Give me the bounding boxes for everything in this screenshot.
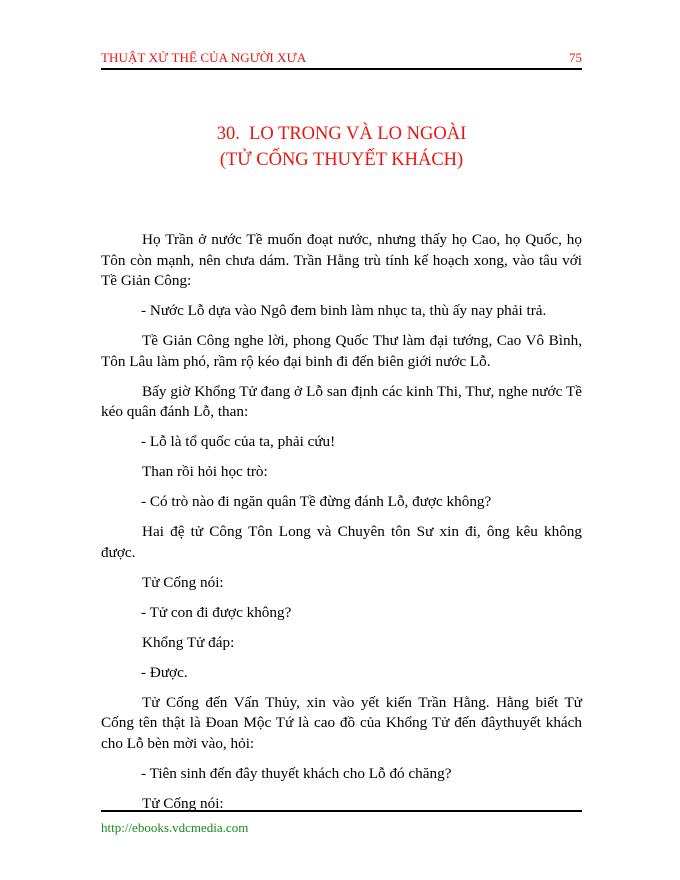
paragraph: Tử Cống nói: xyxy=(142,794,224,812)
paragraph: - Tiên sinh đến đây thuyết khách cho Lỗ đó chăng? xyxy=(141,764,452,782)
paragraph: - Được. xyxy=(141,663,188,681)
footer-divider xyxy=(101,810,582,812)
paragraph: - Nước Lỗ dựa vào Ngô đem binh làm nhục ta, thù ấy nay phải trả. xyxy=(141,302,547,319)
paragraph: - Tử con đi được không? xyxy=(141,603,292,621)
footer-link[interactable]: http://ebooks.vdcmedia.com xyxy=(101,820,249,835)
page-number: 75 xyxy=(569,50,582,65)
paragraph: Khổng Tử đáp: xyxy=(142,633,235,651)
paragraph: Tử Cống đến Vấn Thủy, xin vào yết kiến Trần Hằng. Hằng biết Tử Cống tên thật là Đoan Mộc Tứ là cao đồ của Khổng Tử đến đâythuyết khách cho Lỗ bèn mời vào, hỏi: xyxy=(101,693,582,752)
page-header xyxy=(101,50,582,70)
paragraph: Tề Giản Công nghe lời, phong Quốc Thư làm đại tướng, Cao Vô Bình, Tôn Lâu làm phó, rầm rộ kéo đại binh đi đến biên giới nước Lỗ. xyxy=(101,332,582,370)
chapter-title-line-2: (TỬ CỐNG THUYẾT KHÁCH) xyxy=(219,150,464,170)
paragraph: - Có trò nào đi ngăn quân Tề đừng đánh Lỗ, được không? xyxy=(141,493,492,510)
chapter-title-line-1: 30. LO TRONG VÀ LO NGOÀI xyxy=(216,124,467,144)
book-title: THUẬT XỬ THẾ CỦA NGƯỜI XƯA xyxy=(101,50,307,65)
paragraph: Bấy giờ Khổng Tử đang ở Lỗ san định các kinh Thi, Thư, nghe nước Tề kéo quân đánh Lỗ, than: xyxy=(101,382,582,420)
chapter-body xyxy=(101,230,582,824)
chapter-title xyxy=(101,121,582,173)
paragraph: Hai đệ tử Công Tôn Long và Chuyên tôn Sư xin đi, ông kêu không được. xyxy=(101,523,582,561)
paragraph: Tử Cống nói: xyxy=(142,573,224,591)
paragraph: Than rồi hỏi học trò: xyxy=(142,463,268,480)
paragraph: - Lỗ là tổ quốc của ta, phải cứu! xyxy=(141,433,336,450)
paragraph: Họ Trần ở nước Tề muốn đoạt nước, nhưng thấy họ Cao, họ Quốc, họ Tôn còn mạnh, nên chưa dám. Trần Hằng trù tính kế hoạch xong, vào tâu với Tề Giản Công: xyxy=(101,231,582,289)
